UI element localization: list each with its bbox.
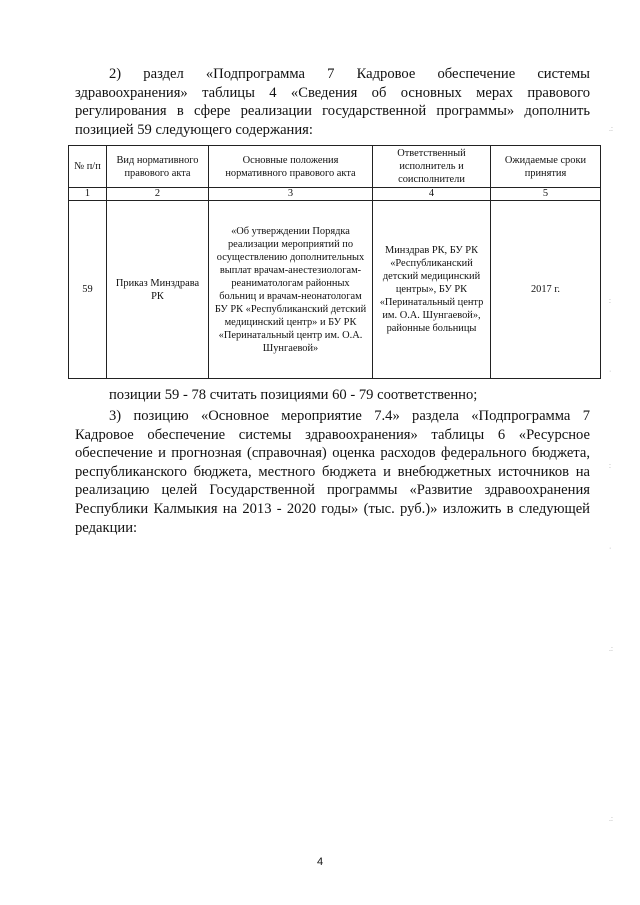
paragraph-section-2 bbox=[75, 65, 590, 139]
cell-act-type: Приказ Минздрава РК bbox=[107, 201, 209, 379]
cell-position-number: 59 bbox=[69, 201, 107, 379]
scan-margin-mark: : bbox=[609, 463, 611, 470]
cell-expected-date: 2017 г. bbox=[491, 201, 601, 379]
header-act-type: Вид нормативного правового акта bbox=[107, 146, 209, 188]
column-number-cell: 5 bbox=[491, 188, 601, 201]
paragraph-renumber-text: позиции 59 - 78 считать позициями 60 - 79 соответственно; bbox=[109, 387, 478, 403]
page-number: 4 bbox=[316, 856, 324, 868]
scan-margin-mark: · bbox=[609, 368, 612, 375]
scan-margin-mark: : bbox=[609, 298, 611, 305]
column-number-cell: 2 bbox=[107, 188, 209, 201]
table-header-row bbox=[69, 146, 601, 188]
legal-acts-table bbox=[68, 145, 601, 379]
paragraph-renumber bbox=[75, 386, 590, 405]
column-number-cell: 3 bbox=[209, 188, 373, 201]
column-number-cell: 4 bbox=[373, 188, 491, 201]
scan-margin-mark: .: bbox=[609, 816, 613, 823]
cell-act-provisions: «Об утверждении Порядка реализации мероприятий по осуществлению дополнительных выплат врачам-анестезиологам-реаниматологам районных больниц и врачам-неонатологам БУ РК «Республиканский детский медицинский центр» и БУ РК «Перинатальный центр им. О.А. Шунгаевой» bbox=[209, 201, 373, 379]
scan-margin-mark: .: bbox=[609, 126, 613, 133]
header-responsible: Ответственный исполнитель и соисполнители bbox=[373, 146, 491, 188]
paragraph-section-3 bbox=[75, 407, 590, 537]
scan-margin-mark: .: bbox=[609, 646, 613, 653]
header-act-provisions: Основные положения нормативного правового акта bbox=[209, 146, 373, 188]
paragraph-section-3-text: 3) позицию «Основное мероприятие 7.4» раздела «Подпрограмма 7 Кадровое обеспечение системы здравоохранения» таблицы 6 «Ресурсное обеспечение и прогнозная (справочная) оценка расходов федерального бюджета, республиканского бюджета, местного бюджета и внебюджетных источников на реализацию целей Государственной программы «Развитие здравоохранения Республики Калмыкия на 2013 - 2020 годы» (тыс. руб.)» изложить в следующей редакции: bbox=[75, 408, 590, 536]
header-expected-dates: Ожидаемые сроки принятия bbox=[491, 146, 601, 188]
paragraph-section-2-text: 2) раздел «Подпрограмма 7 Кадровое обеспечение системы здравоохранения» таблицы 4 «Сведения об основных мерах правового регулирования в сфере реализации государственной программы» дополнить позицией 59 следующего содержания: bbox=[75, 66, 590, 138]
cell-responsible: Минздрав РК, БУ РК «Республиканский детский медицинский центры», БУ РК «Перинатальный центр им. О.А. Шунгаевой», районные больницы bbox=[373, 201, 491, 379]
table-row bbox=[69, 201, 601, 379]
column-number-cell: 1 bbox=[69, 188, 107, 201]
header-number: № п/п bbox=[69, 146, 107, 188]
column-number-row bbox=[69, 188, 601, 201]
scan-margin-mark: · bbox=[609, 545, 612, 552]
